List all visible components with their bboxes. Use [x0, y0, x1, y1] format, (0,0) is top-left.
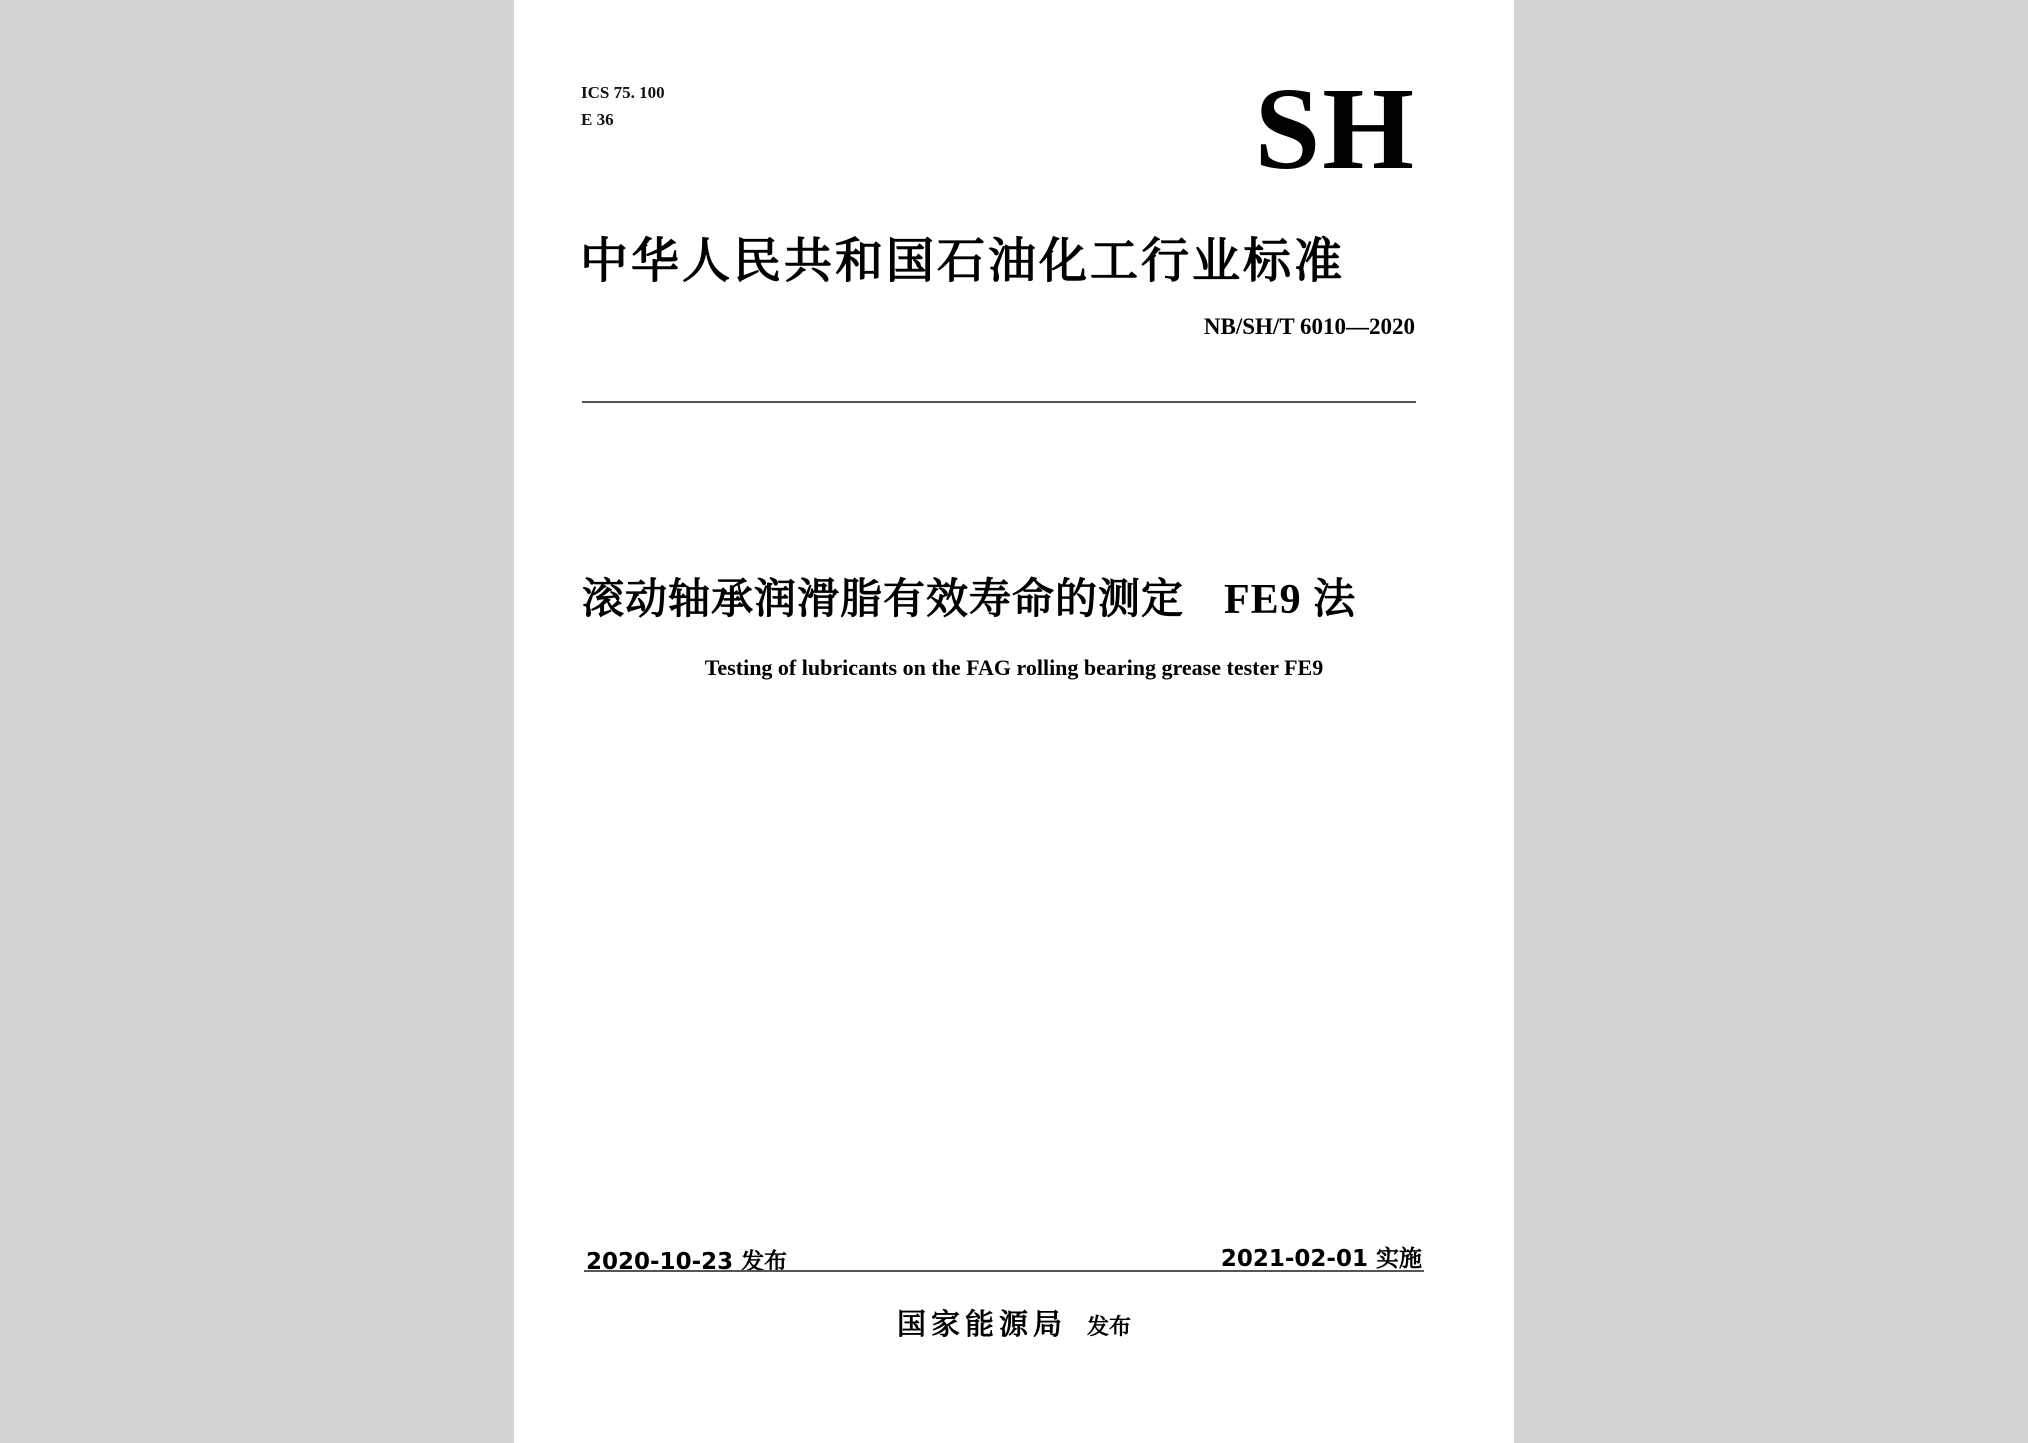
ccs-code: E 36	[581, 110, 614, 129]
standard-code-logo: SH	[1254, 63, 1416, 194]
document-title-main: 滚动轴承润滑脂有效寿命的测定	[582, 574, 1185, 623]
publisher	[514, 1302, 1514, 1343]
bottom-divider	[584, 1270, 1424, 1272]
effective-date: 2021-02-01 实施	[1220, 1246, 1422, 1272]
standard-number: NB/SH/T 6010—2020	[1203, 314, 1415, 339]
document-title-chinese	[582, 566, 1422, 626]
issue-date: 2020-10-23 发布	[586, 1249, 788, 1275]
publisher-organization: 国家能源局	[896, 1307, 1067, 1341]
ics-code: ICS 75. 100	[581, 83, 665, 102]
document-page	[514, 0, 1514, 1443]
publisher-action: 发布	[1087, 1315, 1132, 1340]
document-title-suffix: FE9 法	[1224, 577, 1357, 623]
top-divider	[582, 401, 1416, 403]
document-title-english: Testing of lubricants on the FAG rolling bearing grease tester FE9	[704, 655, 1324, 680]
standard-category-title: 中华人民共和国石油化工行业标准	[580, 233, 1346, 289]
classification-codes	[581, 79, 665, 133]
